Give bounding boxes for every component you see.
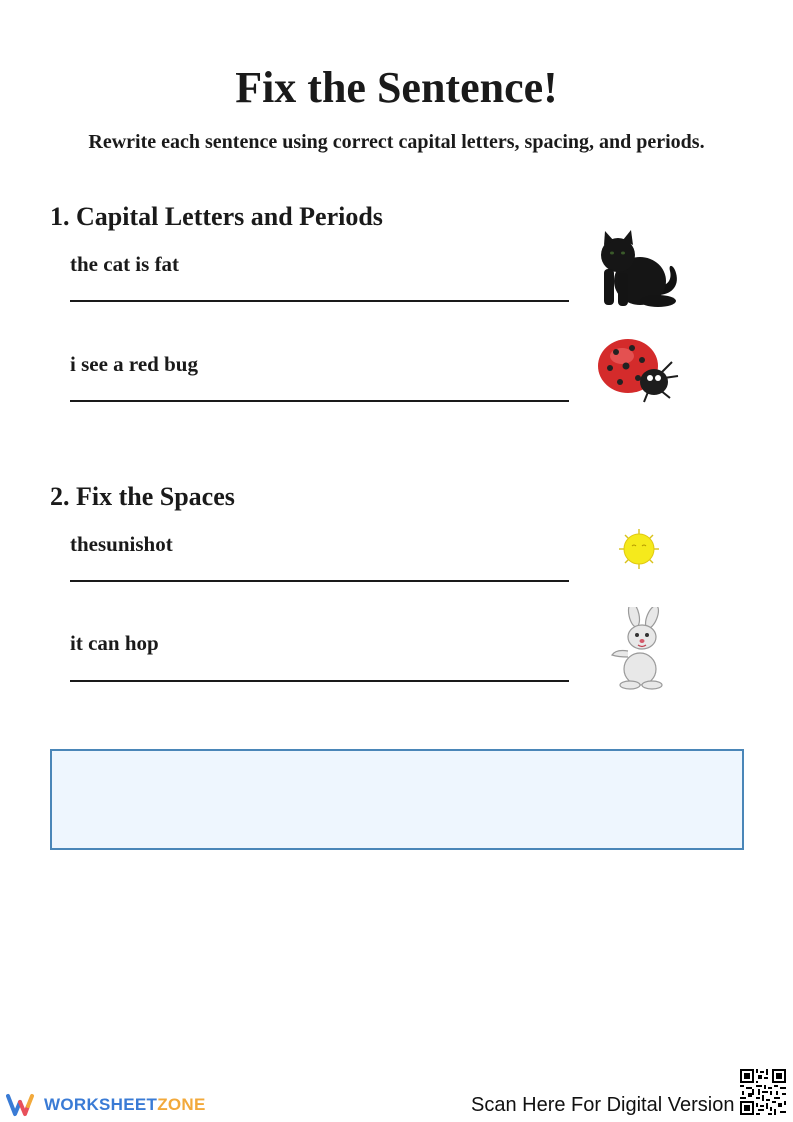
answer-line-1[interactable]	[70, 300, 569, 302]
sentence-4: it can hop	[70, 631, 159, 655]
instructions: Rewrite each sentence using correct capital letters, spacing, and periods.	[88, 131, 705, 153]
answer-line-2[interactable]	[70, 400, 569, 402]
sentence-3: thesunishot	[70, 532, 173, 556]
cat-icon	[596, 229, 682, 309]
bunny-icon	[606, 607, 672, 691]
qr-code-icon[interactable]	[740, 1069, 786, 1115]
section-heading-capitals: 1. Capital Letters and Periods	[50, 202, 383, 231]
ladybug-icon	[596, 332, 682, 408]
worksheetzone-logo	[6, 1091, 206, 1119]
section-heading-spaces: 2. Fix the Spaces	[50, 482, 235, 511]
scan-caption: Scan Here For Digital Version	[471, 1094, 735, 1116]
answer-line-3[interactable]	[70, 580, 569, 582]
page-title: Fix the Sentence!	[235, 63, 558, 112]
answer-line-4[interactable]	[70, 680, 569, 682]
sentence-1: the cat is fat	[70, 252, 180, 276]
notes-box[interactable]	[50, 749, 744, 850]
sentence-2: i see a red bug	[70, 352, 198, 376]
logo-w-icon	[6, 1093, 40, 1117]
logo-text-worksheet: WORKSHEET	[44, 1095, 158, 1114]
sun-icon	[618, 528, 660, 570]
logo-text-zone: ZONE	[157, 1095, 206, 1114]
